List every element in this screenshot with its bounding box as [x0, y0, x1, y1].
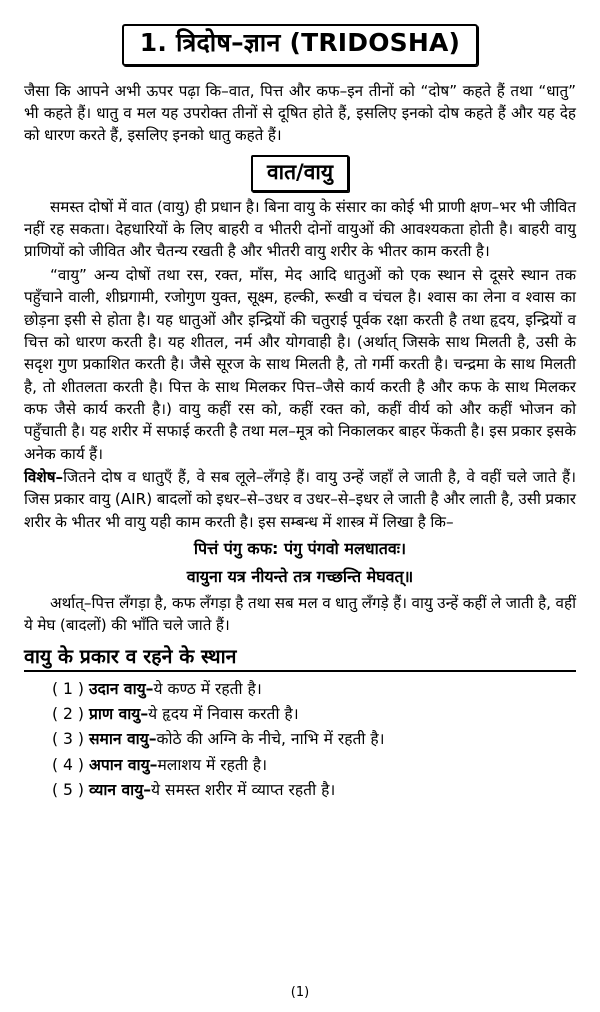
- list-item-term: प्राण वायु–: [88, 705, 149, 724]
- page-number: (1): [290, 985, 310, 1000]
- verse-line-1: पित्तं पंगु कफ: पंगु पंगवो मलधातवः।: [193, 538, 407, 558]
- list-item-term: उदान वायु–: [88, 679, 154, 698]
- list-item: [52, 702, 576, 727]
- list-item-number: ( 3 ): [52, 730, 85, 749]
- list-item-term: समान वायु–: [88, 730, 157, 749]
- intro-paragraph: जैसा कि आपने अभी ऊपर पढ़ा कि–वात, पित्त और कफ–इन तीनों को “दोष” कहते हैं तथा “धातु” भी कहते हैं। धातु व मल यह उपरोक्त तीनों से दूषित होते हैं, इसलिए इनको दोष कहते हैं और यह देह को धारण करते हैं, इसलिए इनको धातु कहते हैं।: [24, 81, 576, 145]
- list-item-desc: ये हृदय में निवास करती है।: [148, 705, 299, 724]
- types-section-heading: वायु के प्रकार व रहने के स्थान: [24, 644, 576, 672]
- list-item-desc: कोठे की अग्नि के नीचे, नाभि में रहती है।: [156, 730, 385, 749]
- section-heading-container: [24, 155, 576, 192]
- chapter-title-box: [122, 24, 478, 66]
- vayu-types-list: [24, 677, 576, 803]
- list-item-desc: ये समस्त शरीर में व्याप्त रहती है।: [151, 780, 336, 799]
- vayu-paragraph-2: “वायु” अन्य दोषों तथा रस, रक्त, माँस, मेद आदि धातुओं को एक स्थान से दूसरे स्थान तक पहुँचाने वाली, शीघ्रगामी, रजोगुण युक्त, सूक्ष्म, हल्की, रूखी व चंचल है। श्वास का लेना व श्वास का छोड़ना इसी से होता है। यह धातुओं और इन्द्रियों की चतुराई पूर्वक रक्षा करती है तथा हृदय, इन्द्रियों व चित्त को धारण करती है। यह शीतल, नर्म और योगवाही है। (अर्थात् जिसके साथ मिलती है, उसी के सदृश गुण प्रकाशित करती है। जैसे सूरज के साथ मिलती है, तो गर्मी करती है। चन्द्रमा के साथ मिलती है, तो शीतलता करती है। पित्त के साथ मिलकर पित्त–जैसे कार्य करती है और कफ के साथ मिलकर कफ जैसे कार्य करती है।) वायु कहीं रस को, कहीं रक्त को, कहीं वीर्य को और कहीं भोजन को पहुँचाती है। यह शरीर में सफाई करती है तथा मल–मूत्र को निकालकर बाहर फेंकती है। इस प्रकार इसके अनेक कार्य हैं।: [24, 265, 576, 463]
- verse-line-2: वायुना यत्र नीयन्ते तत्र गच्छन्ति मेघवत्॥: [186, 566, 414, 586]
- list-item-number: ( 2 ): [52, 705, 85, 724]
- list-item: [52, 727, 576, 752]
- section-heading-vayu: वात/वायु: [266, 159, 334, 184]
- vayu-paragraph-1: समस्त दोषों में वात (वायु) ही प्रधान है। बिना वायु के संसार का कोई भी प्राणी क्षण–भर भी जीवित नहीं रह सकता। देहधारियों के लिए बाहरी व भीतरी दोनों वायुओं की आवश्यकता होती है। बाहरी वायु प्राणियों को जीवित और चैतन्य रखती है और भीतरी वायु शरीर के भीतर काम करती है।: [24, 197, 576, 261]
- list-item-term: व्यान वायु–: [88, 780, 152, 799]
- list-item-number: ( 5 ): [52, 780, 85, 799]
- list-item-term: अपान वायु–: [88, 755, 158, 774]
- vayu-paragraph-3: [24, 466, 576, 533]
- vishesh-text: जितने दोष व धातुएँ हैं, वे सब लूले–लँगड़े हैं। वायु उन्हें जहाँ ले जाती है, वे वहीं चले जाते हैं। जिस प्रकार वायु (AIR) बादलों को इधर–से–उधर व उधर–से–इधर ले जाती है और लाती है, उसी प्रकार शरीर के भीतर भी वायु यही काम करती है। इस सम्बन्ध में शास्त्र में लिखा है कि–: [24, 467, 576, 531]
- chapter-title: 1. त्रिदोष–ज्ञान (TRIDOSHA): [139, 28, 461, 57]
- list-item-desc: ये कण्ठ में रहती है।: [153, 679, 262, 698]
- vayu-paragraph-4: अर्थात्–पित्त लँगड़ा है, कफ लँगड़ा है तथा सब मल व धातु लँगड़े हैं। वायु उन्हें कहीं ले जाती है, वहीं ये मेघ (बादलों) की भाँति चले जाते हैं।: [24, 593, 576, 635]
- list-item: [52, 677, 576, 702]
- vishesh-label: विशेष–: [24, 467, 64, 486]
- section-heading-box: [251, 155, 349, 192]
- chapter-title-container: [24, 24, 576, 66]
- list-item: [52, 753, 576, 778]
- list-item-number: ( 1 ): [52, 679, 85, 698]
- list-item-desc: मलाशय में रहती है।: [157, 755, 267, 774]
- list-item: [52, 778, 576, 803]
- list-item-number: ( 4 ): [52, 755, 85, 774]
